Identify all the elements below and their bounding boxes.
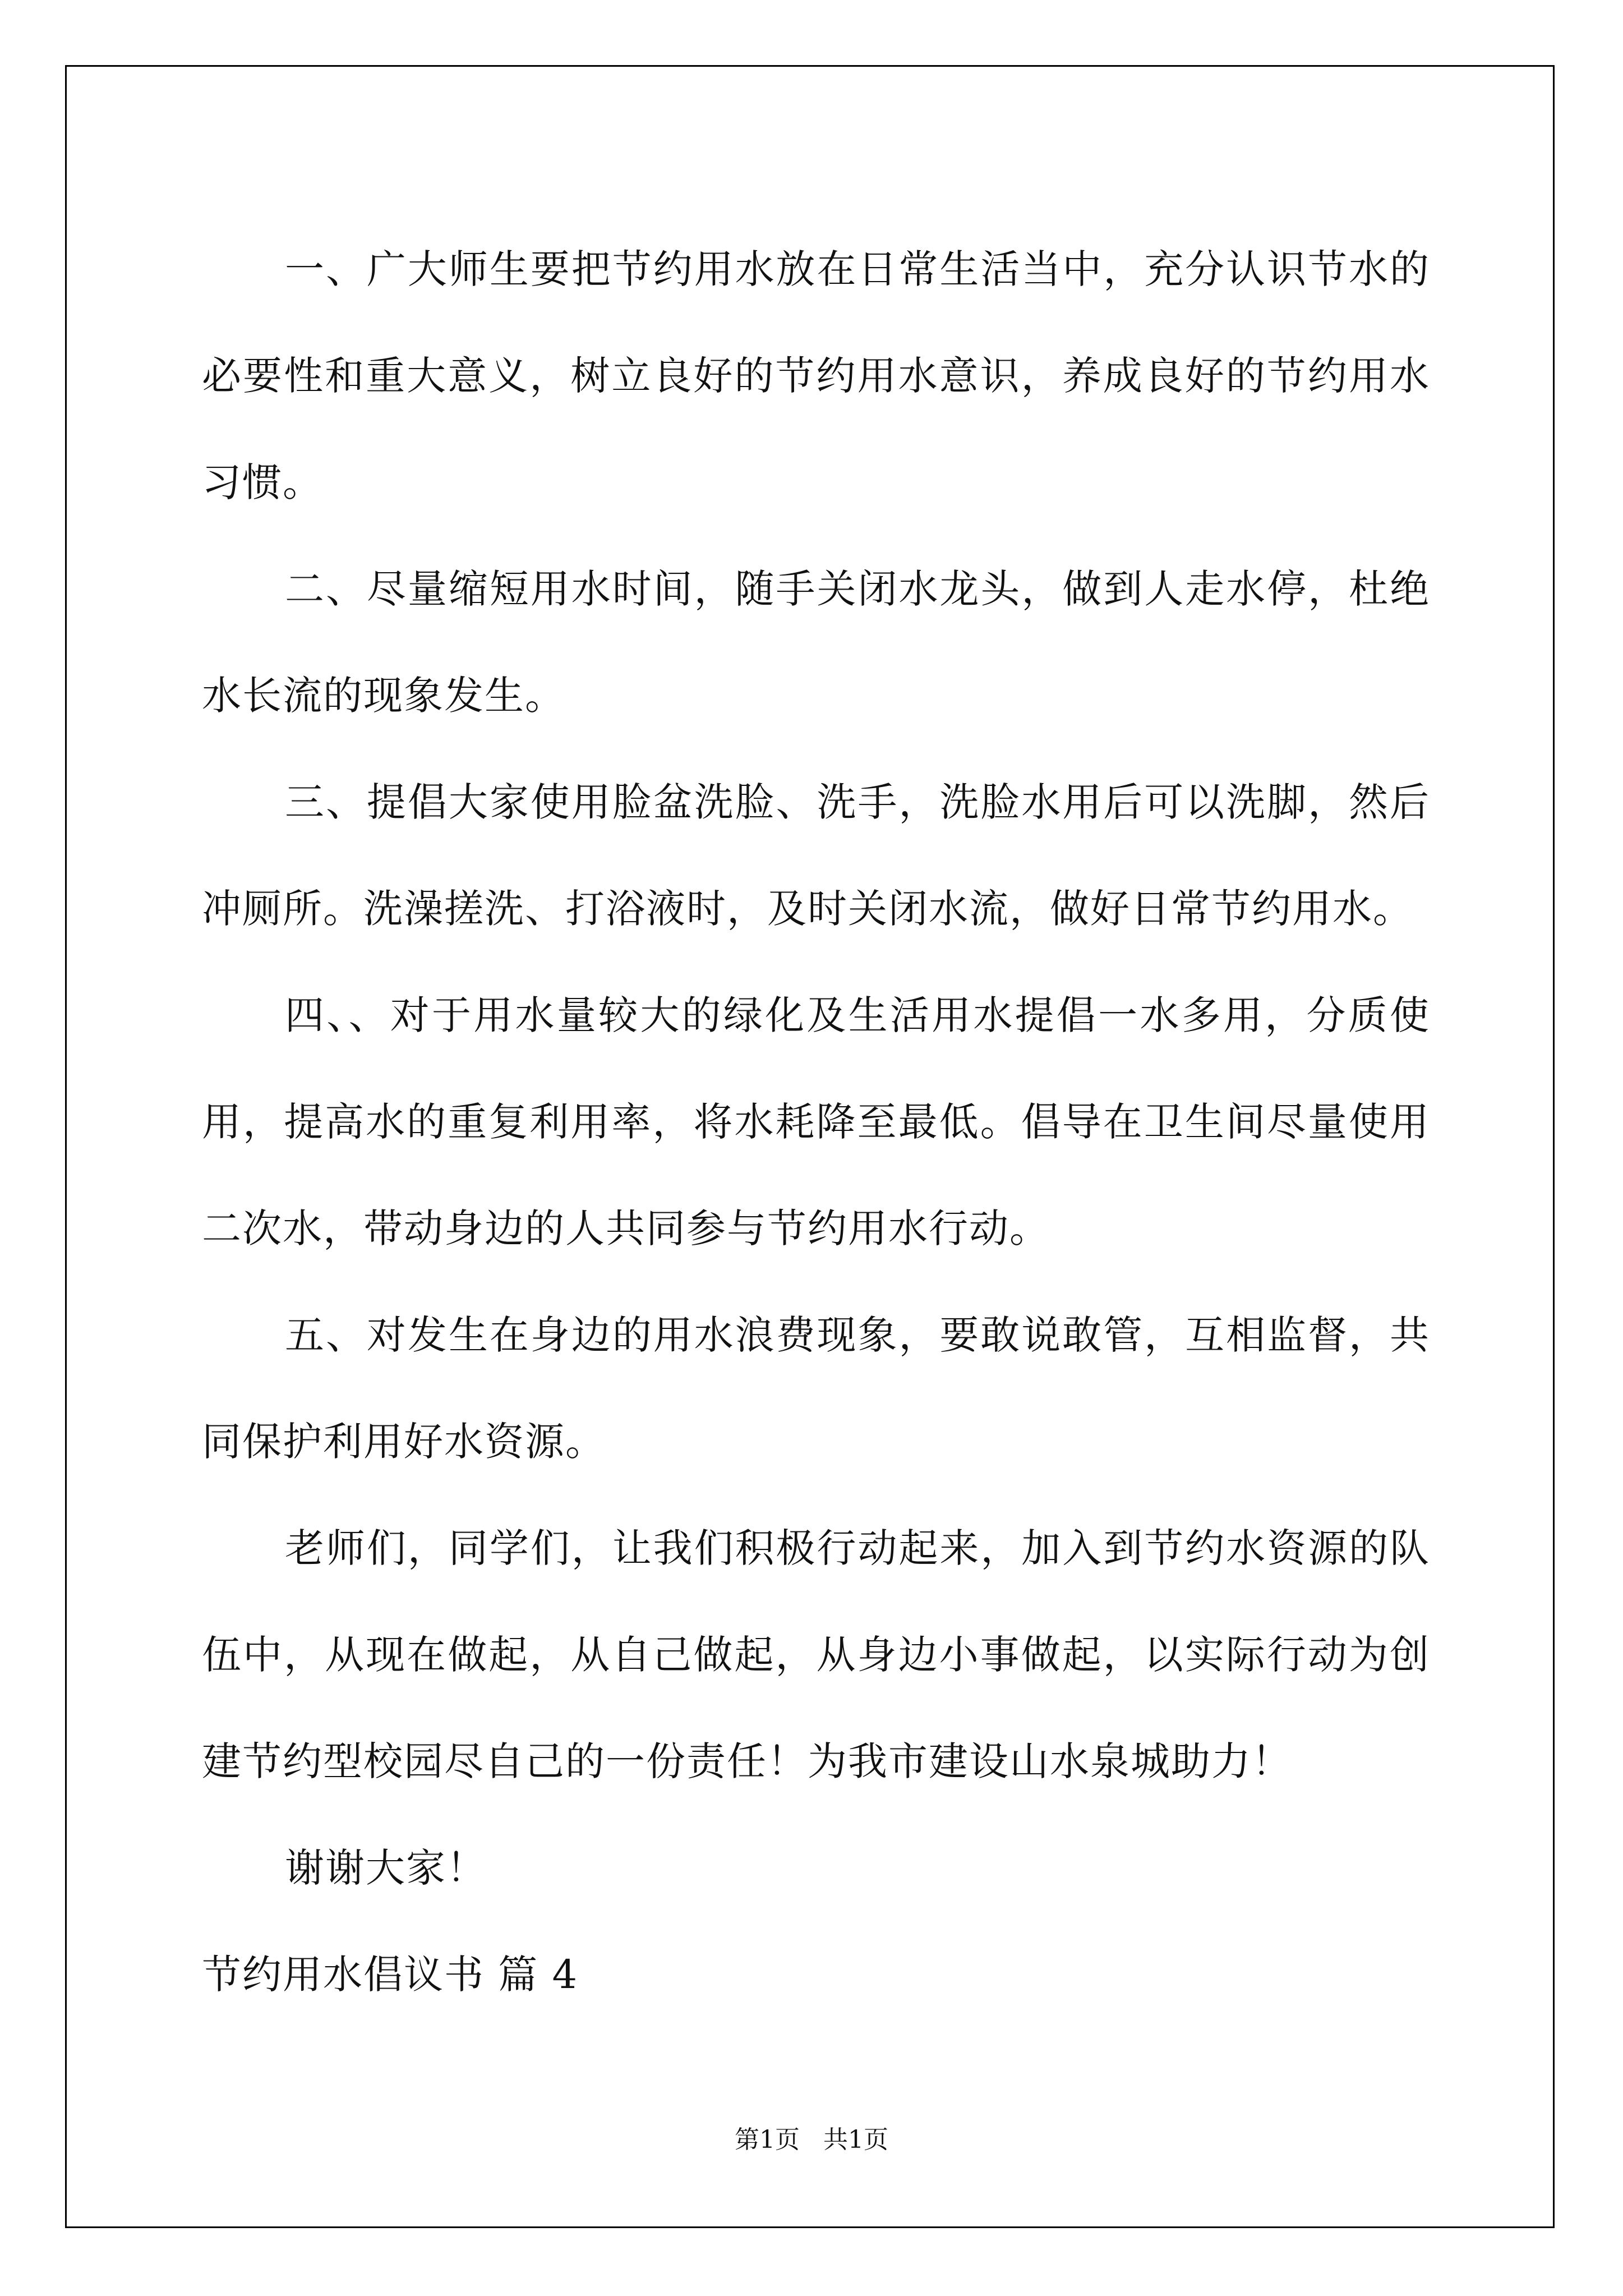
paragraph-2: 二、尽量缩短用水时间，随手关闭水龙头，做到人走水停，杜绝水长流的现象发生。 [202, 566, 1430, 719]
paragraph-3: 三、提倡大家使用脸盆洗脸、洗手，洗脸水用后可以洗脚，然后冲厕所。洗澡搓洗、打浴液时，及时关闭水流，做好日常节约用水。 [202, 779, 1430, 932]
page-footer [0, 2123, 1623, 2157]
section-heading: 节约用水倡议书 篇 4 [202, 1952, 579, 1998]
paragraph-6: 老师们，同学们，让我们积极行动起来，加入到节约水资源的队伍中，从现在做起，从自己做起，从身边小事做起，以实际行动为创建节约型校园尽自己的一份责任！为我市建设山水泉城助力！ [202, 1525, 1430, 1784]
paragraph-5: 五、对发生在身边的用水浪费现象，要敢说敢管，互相监督，共同保护利用好水资源。 [202, 1312, 1430, 1465]
paragraph-7: 谢谢大家！ [285, 1845, 487, 1891]
paragraph-4: 四、、对于用水量较大的绿化及生活用水提倡一水多用，分质使用，提高水的重复利用率，将水耗降至最低。倡导在卫生间尽量使用二次水，带动身边的人共同参与节约用水行动。 [202, 992, 1430, 1251]
document-body [202, 216, 1430, 2028]
page-number-current: 第1页 [735, 2125, 800, 2154]
paragraph-1: 一、广大师生要把节约用水放在日常生活当中，充分认识节水的必要性和重大意义，树立良好的节约用水意识，养成良好的节约用水习惯。 [202, 246, 1430, 505]
page-number-total: 共1页 [823, 2125, 888, 2154]
